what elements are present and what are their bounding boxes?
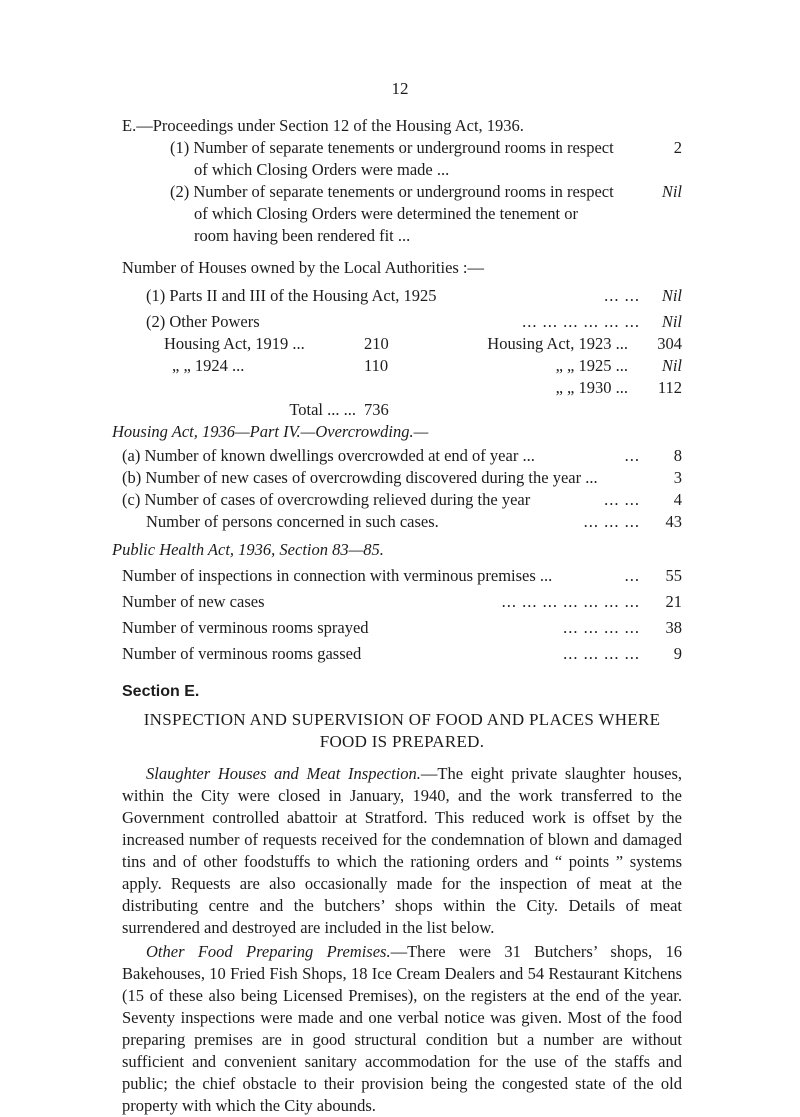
houses-owned-item-1 <box>122 285 682 307</box>
houses-owned-item-2-label: (2) Other Powers <box>146 312 260 331</box>
overcrowding-item-a-label: (a) Number of known dwellings overcrowded at end of year ... <box>122 446 535 465</box>
public-health-item-3-dots: ... ... ... ... <box>563 618 640 637</box>
public-health-item-3-value: 38 <box>665 618 682 637</box>
overcrowding-item-b-value: 3 <box>673 468 682 487</box>
overcrowding-item-b <box>122 467 682 489</box>
overcrowding-item-persons-label: Number of persons concerned in such cases. <box>146 512 439 531</box>
public-health-item-1-value: 55 <box>665 566 682 585</box>
proceedings-item-1 <box>122 137 682 181</box>
public-health-heading: Public Health Act, 1936, Section 83—85. <box>112 540 384 559</box>
public-health-item-1-label: Number of inspections in connection with verminous premises ... <box>122 566 553 585</box>
act-right-2-value: Nil <box>661 356 682 375</box>
proceedings-item-2 <box>122 181 682 247</box>
public-health-item-4-value: 9 <box>673 644 682 663</box>
public-health-item-2-value: 21 <box>665 592 682 611</box>
overcrowding-item-a-value: 8 <box>673 446 682 465</box>
section-e-heading-line-1: INSPECTION AND SUPERVISION OF FOOD AND PLACES WHERE <box>143 710 661 729</box>
housing-acts-table <box>122 333 682 421</box>
public-health-item-4 <box>122 643 682 665</box>
overcrowding-item-c-label: (c) Number of cases of overcrowding relieved during the year <box>122 490 531 509</box>
act-left-2-label: „ „ 1924 ... <box>172 356 245 375</box>
act-left-1-value: 210 <box>364 334 389 353</box>
overcrowding-item-a <box>122 445 682 467</box>
page-number: 12 <box>391 79 409 98</box>
act-left-1-label: Housing Act, 1919 ... <box>164 334 305 353</box>
proceedings-item-1-value: 2 <box>673 138 682 157</box>
overcrowding-item-c <box>122 489 682 511</box>
overcrowding-item-a-dots: ... <box>624 446 640 465</box>
other-food-premises-title: Other Food Preparing Premises. <box>146 942 391 961</box>
section-e-heading <box>122 709 682 753</box>
other-food-premises-text: —There were 31 Butchers’ shops, 16 Bakehouses, 10 Fried Fish Shops, 18 Ice Cream Dealers and 54 Restaurant Kitchens (15 of these also being Licensed Premises), on the registers at the end of the year. Seventy inspections were made and one verbal notice was given. Most of the food preparing premises are in good structural condition but a number are without sufficient and convenient sanitary accommodation for the use of the staffs and public; the chief obstacle to their provision being the congested state of the old property with which the City abounds. <box>122 942 682 1115</box>
act-right-2-label: „ „ 1925 ... <box>555 356 628 375</box>
public-health-item-4-dots: ... ... ... ... <box>563 644 640 663</box>
houses-total-label: Total ... ... <box>289 400 356 419</box>
public-health-item-3-label: Number of verminous rooms sprayed <box>122 618 369 637</box>
overcrowding-item-c-dots: ... ... <box>604 490 640 509</box>
act-right-1-value: 304 <box>657 334 682 353</box>
proceedings-heading: E.—Proceedings under Section 12 of the Housing Act, 1936. <box>122 116 524 135</box>
overcrowding-item-persons <box>122 511 682 533</box>
public-health-item-2-dots: ... ... ... ... ... ... ... <box>501 592 640 611</box>
public-health-item-1 <box>122 565 682 587</box>
houses-owned-item-2-dots: ... ... ... ... ... ... <box>522 312 640 331</box>
proceedings-item-1-label: (1) Number of separate tenements or underground rooms in respect of which Closing Orders were made ... <box>170 138 614 179</box>
public-health-item-1-dots: ... <box>624 566 640 585</box>
public-health-item-4-label: Number of verminous rooms gassed <box>122 644 362 663</box>
public-health-item-3 <box>122 617 682 639</box>
houses-owned-item-1-dots: ... ... <box>604 286 640 305</box>
section-e-title: Section E. <box>122 683 200 700</box>
proceedings-item-2-value: Nil <box>661 182 682 201</box>
slaughter-houses-title: Slaughter Houses and Meat Inspection. <box>146 764 421 783</box>
act-left-2-value: 110 <box>364 356 389 375</box>
overcrowding-item-persons-value: 43 <box>665 512 682 531</box>
overcrowding-item-c-value: 4 <box>673 490 682 509</box>
act-right-3-label: „ „ 1930 ... <box>555 378 628 397</box>
houses-owned-item-2-value: Nil <box>661 312 682 331</box>
slaughter-houses-paragraph <box>122 763 682 939</box>
slaughter-houses-text: —The eight private slaughter houses, within the City were closed in January, 1940, and the work transferred to the Government controlled abattoir at Stratford. This reduced work is offset by the increased number of requests received for the condemnation of blown and damaged tins and of other foodstuffs to which the rationing orders and “ points ” systems apply. Requests are also occasionally made for the inspection of meat at the distributing centre and the butchers’ shops within the City. Details of meat surrendered and destroyed are included in the list below. <box>122 764 682 937</box>
act-right-3-value: 112 <box>657 378 682 397</box>
page-content <box>112 115 682 1117</box>
public-health-item-2 <box>122 591 682 613</box>
section-e-heading-line-2: FOOD IS PREPARED. <box>319 732 485 751</box>
houses-total-value: 736 <box>364 400 389 419</box>
overcrowding-item-persons-dots: ... ... ... <box>583 512 640 531</box>
act-right-1-label: Housing Act, 1923 ... <box>487 334 628 353</box>
houses-owned-item-1-value: Nil <box>661 286 682 305</box>
overcrowding-heading: Housing Act, 1936—Part IV.—Overcrowding.— <box>112 422 429 441</box>
houses-owned-item-2 <box>122 311 682 333</box>
other-food-premises-paragraph <box>122 941 682 1117</box>
houses-owned-heading: Number of Houses owned by the Local Authorities :— <box>122 258 485 277</box>
proceedings-item-2-label: (2) Number of separate tenements or underground rooms in respect of which Closing Orders were determined the tenement or room having been rendered fit ... <box>170 182 614 245</box>
houses-owned-item-1-label: (1) Parts II and III of the Housing Act, 1925 <box>146 286 437 305</box>
public-health-item-2-label: Number of new cases <box>122 592 265 611</box>
overcrowding-item-b-label: (b) Number of new cases of overcrowding discovered during the year ... <box>122 468 598 487</box>
